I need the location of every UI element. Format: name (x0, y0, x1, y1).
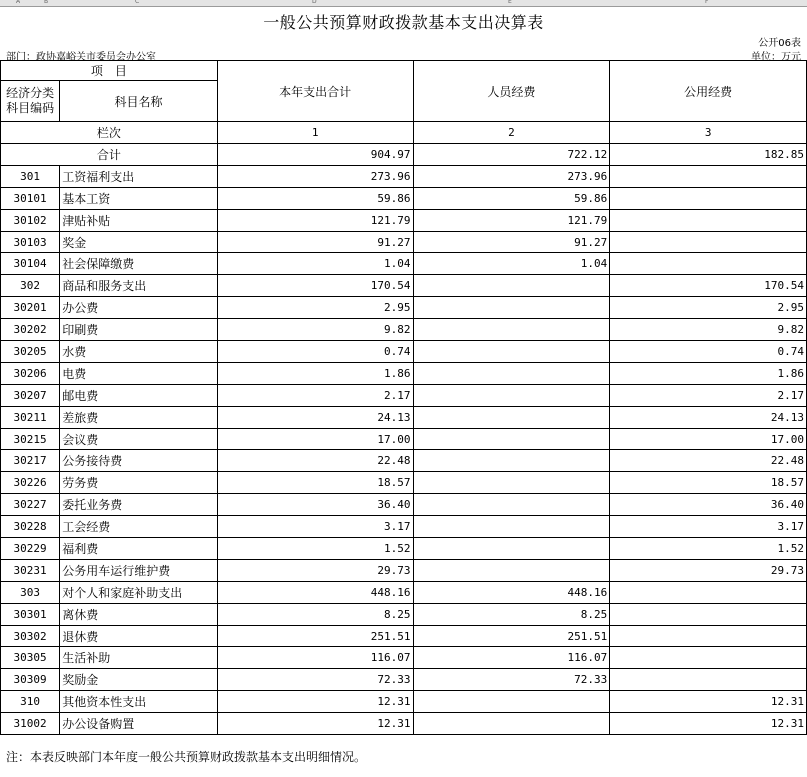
row-subject-name: 奖励金 (60, 669, 218, 691)
row-subject-name: 公务接待费 (60, 450, 218, 472)
row-total: 59.86 (217, 187, 413, 209)
table-row (1, 384, 807, 406)
row-code: 310 (1, 691, 60, 713)
row-code: 30211 (1, 406, 60, 428)
row-code: 30226 (1, 472, 60, 494)
row-total: 2.95 (217, 297, 413, 319)
row-code: 301 (1, 165, 60, 187)
footer-note: 注：本表反映部门本年度一般公共预算财政拨款基本支出明细情况。 (6, 750, 367, 764)
table-row (1, 209, 807, 231)
row-subject-name: 社会保障缴费 (60, 253, 218, 275)
department-label: 部门：政协嘉峪关市委员会办公室 (6, 52, 156, 63)
row-public: 2.17 (610, 384, 807, 406)
row-personnel (413, 275, 610, 297)
table-row (1, 603, 807, 625)
row-personnel (413, 406, 610, 428)
table-row (1, 516, 807, 538)
table-row (1, 165, 807, 187)
column-letter-c[interactable]: C (135, 0, 140, 5)
table-row (1, 428, 807, 450)
row-personnel: 91.27 (413, 231, 610, 253)
row-personnel (413, 559, 610, 581)
row-code: 30206 (1, 362, 60, 384)
total-personnel: 722.12 (413, 144, 610, 166)
row-public: 17.00 (610, 428, 807, 450)
row-total: 3.17 (217, 516, 413, 538)
row-code: 303 (1, 581, 60, 603)
header-econ-code (1, 81, 60, 122)
row-personnel (413, 494, 610, 516)
column-letter-b[interactable]: B (44, 0, 49, 5)
header-econ-code-line2: 科目编码 (6, 101, 55, 115)
row-code: 30301 (1, 603, 60, 625)
row-code: 30217 (1, 450, 60, 472)
row-subject-name: 生活补助 (60, 647, 218, 669)
row-personnel: 121.79 (413, 209, 610, 231)
row-total: 29.73 (217, 559, 413, 581)
table-row (1, 647, 807, 669)
total-total: 904.97 (217, 144, 413, 166)
row-total: 170.54 (217, 275, 413, 297)
table-row (1, 231, 807, 253)
column-letter-a[interactable]: A (16, 0, 21, 5)
row-total: 91.27 (217, 231, 413, 253)
table-row (1, 494, 807, 516)
row-subject-name: 基本工资 (60, 187, 218, 209)
header-total: 本年支出合计 (217, 61, 413, 122)
row-total: 121.79 (217, 209, 413, 231)
row-personnel (413, 341, 610, 363)
row-total: 12.31 (217, 691, 413, 713)
row-public: 12.31 (610, 713, 807, 735)
report-title: 一般公共预算财政拨款基本支出决算表 (263, 13, 544, 32)
row-public: 1.86 (610, 362, 807, 384)
header-personnel: 人员经费 (413, 61, 610, 122)
header-econ-code-line1: 经济分类 (6, 86, 55, 100)
row-code: 30227 (1, 494, 60, 516)
row-code: 30207 (1, 384, 60, 406)
row-public: 0.74 (610, 341, 807, 363)
row-subject-name: 工会经费 (60, 516, 218, 538)
row-total: 448.16 (217, 581, 413, 603)
row-public: 24.13 (610, 406, 807, 428)
row-subject-name: 委托业务费 (60, 494, 218, 516)
row-code: 30202 (1, 319, 60, 341)
row-public (610, 647, 807, 669)
table-row (1, 362, 807, 384)
column-letter-f[interactable]: F (705, 0, 709, 5)
row-subject-name: 工资福利支出 (60, 165, 218, 187)
row-total: 8.25 (217, 603, 413, 625)
row-public (610, 669, 807, 691)
row-public: 29.73 (610, 559, 807, 581)
header-public: 公用经费 (610, 61, 807, 122)
row-personnel: 273.96 (413, 165, 610, 187)
row-code: 30309 (1, 669, 60, 691)
row-public: 12.31 (610, 691, 807, 713)
row-subject-name: 办公费 (60, 297, 218, 319)
row-code: 30229 (1, 538, 60, 560)
row-code: 30231 (1, 559, 60, 581)
table-row (1, 472, 807, 494)
table-row (1, 625, 807, 647)
row-subject-name: 离休费 (60, 603, 218, 625)
row-personnel (413, 691, 610, 713)
table-row (1, 319, 807, 341)
row-total: 22.48 (217, 450, 413, 472)
header-column-order: 栏次 (1, 122, 218, 144)
row-personnel: 116.07 (413, 647, 610, 669)
table-row (1, 450, 807, 472)
row-personnel: 72.33 (413, 669, 610, 691)
table-row (1, 691, 807, 713)
table-row (1, 669, 807, 691)
row-personnel: 251.51 (413, 625, 610, 647)
row-code: 30103 (1, 231, 60, 253)
row-total: 36.40 (217, 494, 413, 516)
row-personnel (413, 713, 610, 735)
row-total: 9.82 (217, 319, 413, 341)
row-public (610, 187, 807, 209)
row-total: 251.51 (217, 625, 413, 647)
row-code: 30201 (1, 297, 60, 319)
row-personnel (413, 384, 610, 406)
expenditure-table (0, 60, 807, 735)
row-personnel (413, 516, 610, 538)
row-subject-name: 印刷费 (60, 319, 218, 341)
row-total: 17.00 (217, 428, 413, 450)
row-public (610, 231, 807, 253)
row-public (610, 165, 807, 187)
row-public (610, 603, 807, 625)
row-subject-name: 津贴补贴 (60, 209, 218, 231)
header-col1: 1 (217, 122, 413, 144)
row-personnel (413, 450, 610, 472)
row-total: 0.74 (217, 341, 413, 363)
table-row (1, 253, 807, 275)
row-total: 1.52 (217, 538, 413, 560)
row-public (610, 253, 807, 275)
unit-label: 单位：万元 (751, 52, 801, 63)
table-row (1, 713, 807, 735)
row-code: 302 (1, 275, 60, 297)
row-personnel (413, 297, 610, 319)
row-code: 30228 (1, 516, 60, 538)
row-subject-name: 奖金 (60, 231, 218, 253)
row-public (610, 625, 807, 647)
row-subject-name: 差旅费 (60, 406, 218, 428)
row-total: 116.07 (217, 647, 413, 669)
row-code: 30302 (1, 625, 60, 647)
row-total: 72.33 (217, 669, 413, 691)
row-personnel (413, 472, 610, 494)
column-letter-d[interactable]: D (312, 0, 317, 5)
total-public: 182.85 (610, 144, 807, 166)
header-col2: 2 (413, 122, 610, 144)
row-code: 30205 (1, 341, 60, 363)
row-personnel: 448.16 (413, 581, 610, 603)
row-total: 12.31 (217, 713, 413, 735)
row-total: 273.96 (217, 165, 413, 187)
row-subject-name: 对个人和家庭补助支出 (60, 581, 218, 603)
total-label: 合计 (1, 144, 218, 166)
row-personnel (413, 538, 610, 560)
row-subject-name: 会议费 (60, 428, 218, 450)
row-subject-name: 办公设备购置 (60, 713, 218, 735)
row-public: 170.54 (610, 275, 807, 297)
row-subject-name: 商品和服务支出 (60, 275, 218, 297)
row-personnel (413, 428, 610, 450)
header-item: 项 目 (1, 61, 218, 81)
row-total: 1.86 (217, 362, 413, 384)
row-subject-name: 其他资本性支出 (60, 691, 218, 713)
row-code: 30215 (1, 428, 60, 450)
row-code: 30101 (1, 187, 60, 209)
row-subject-name: 电费 (60, 362, 218, 384)
row-code: 30305 (1, 647, 60, 669)
row-subject-name: 劳务费 (60, 472, 218, 494)
table-row (1, 538, 807, 560)
row-public: 1.52 (610, 538, 807, 560)
row-public: 18.57 (610, 472, 807, 494)
row-personnel (413, 319, 610, 341)
row-personnel: 1.04 (413, 253, 610, 275)
row-public (610, 209, 807, 231)
row-public (610, 581, 807, 603)
row-code: 30102 (1, 209, 60, 231)
row-subject-name: 退休费 (60, 625, 218, 647)
row-personnel: 8.25 (413, 603, 610, 625)
row-subject-name: 邮电费 (60, 384, 218, 406)
row-public: 36.40 (610, 494, 807, 516)
row-subject-name: 福利费 (60, 538, 218, 560)
total-row (1, 144, 807, 166)
row-public: 3.17 (610, 516, 807, 538)
row-total: 2.17 (217, 384, 413, 406)
row-total: 1.04 (217, 253, 413, 275)
header-col3: 3 (610, 122, 807, 144)
row-personnel (413, 362, 610, 384)
table-row (1, 341, 807, 363)
row-personnel: 59.86 (413, 187, 610, 209)
table-row (1, 559, 807, 581)
spreadsheet-column-header (0, 0, 807, 7)
row-code: 31002 (1, 713, 60, 735)
table-code: 公开06表 (758, 38, 801, 49)
row-total: 24.13 (217, 406, 413, 428)
row-total: 18.57 (217, 472, 413, 494)
row-public: 22.48 (610, 450, 807, 472)
table-row (1, 406, 807, 428)
header-subject-name: 科目名称 (60, 81, 218, 122)
row-subject-name: 公务用车运行维护费 (60, 559, 218, 581)
row-subject-name: 水费 (60, 341, 218, 363)
column-letter-e[interactable]: E (508, 0, 512, 5)
table-row (1, 187, 807, 209)
table-row (1, 581, 807, 603)
table-row (1, 275, 807, 297)
row-public: 9.82 (610, 319, 807, 341)
row-public: 2.95 (610, 297, 807, 319)
row-code: 30104 (1, 253, 60, 275)
table-row (1, 297, 807, 319)
